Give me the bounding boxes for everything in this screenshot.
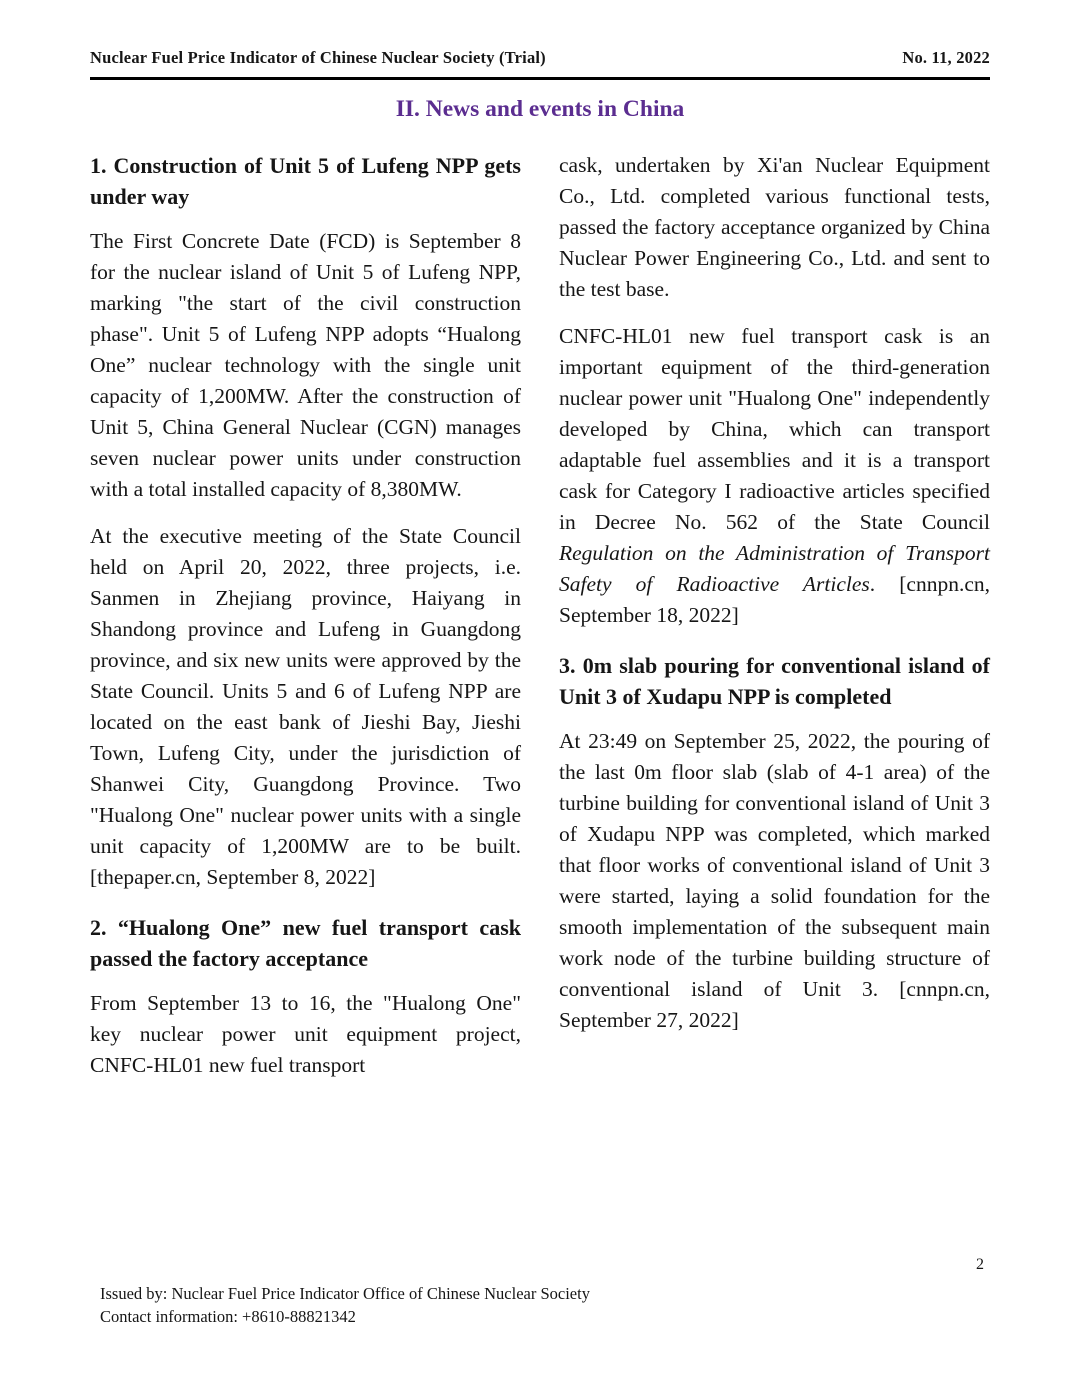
- left-column: [90, 150, 521, 1081]
- header-issue-number: No. 11, 2022: [902, 48, 990, 67]
- page-header: [90, 48, 990, 80]
- footer-issued-by: Issued by: Nuclear Fuel Price Indicator Office of Chinese Nuclear Society: [100, 1284, 590, 1303]
- section-3-heading: 3. 0m slab pouring for conventional island of Unit 3 of Xudapu NPP is completed: [559, 653, 990, 709]
- page-footer: [100, 1283, 590, 1328]
- section-3-paragraph: At 23:49 on September 25, 2022, the pouring of the last 0m floor slab (slab of 4-1 area) of the turbine building for conventional island of Unit 3 of Xudapu NPP was completed, which marked that floor works of conventional island of Unit 3 were started, laying a solid foundation for the smooth implementation of the subsequent main work node of the turbine building structure of conventional island of Unit 3. [cnnpn.cn, September 27, 2022]: [559, 729, 990, 1032]
- paragraph-text-before-italic: CNFC-HL01 new fuel transport cask is an important equipment of the third-generation nuclear power unit "Hualong One" independently developed by China, which can transport adaptable fuel assemblies and it is a transport cask for Category I radioactive articles specified in Decree No. 562 of the State Council: [559, 324, 990, 534]
- section-1-paragraph-1: The First Concrete Date (FCD) is September 8 for the nuclear island of Unit 5 of Lufeng NPP, marking "the start of the civil construction phase". Unit 5 of Lufeng NPP adopts “Hualong One” nuclear technology with the single unit capacity of 1,200MW. After the construction of Unit 5, China General Nuclear (CGN) manages seven nuclear power units under construction with a total installed capacity of 8,380MW.: [90, 229, 521, 501]
- page-number: 2: [976, 1256, 984, 1273]
- paragraph-text-after-italic: . [cnnpn.cn, September 18, 2022]: [559, 572, 990, 627]
- section-2-paragraph-2: [559, 321, 990, 631]
- section-2-paragraph-start: From September 13 to 16, the "Hualong One" key nuclear power unit equipment project, CNFC-HL01 new fuel transport: [90, 991, 521, 1077]
- section-2-paragraph-continued: cask, undertaken by Xi'an Nuclear Equipment Co., Ltd. completed various functional tests, passed the factory acceptance organized by China Nuclear Power Engineering Co., Ltd. and sent to the test base.: [559, 153, 990, 301]
- footer-contact: Contact information: +8610-88821342: [100, 1306, 356, 1326]
- two-column-body: [90, 150, 990, 1081]
- page-title: II. News and events in China: [395, 96, 685, 122]
- section-1-heading: 1. Construction of Unit 5 of Lufeng NPP gets under way: [90, 153, 521, 209]
- header-publication-title: Nuclear Fuel Price Indicator of Chinese Nuclear Society (Trial): [90, 48, 546, 67]
- right-column: [559, 150, 990, 1081]
- section-2-heading: 2. “Hualong One” new fuel transport cask passed the factory acceptance: [90, 915, 521, 971]
- section-1-paragraph-2: At the executive meeting of the State Council held on April 20, 2022, three projects, i.e. Sanmen in Zhejiang province, Haiyang in Shandong province and Lufeng in Guangdong province, and six new units were approved by the State Council. Units 5 and 6 of Lufeng NPP are located on the east bank of Jieshi Bay, Jieshi Town, Lufeng City, under the jurisdiction of Shanwei City, Guangdong Province. Two "Hualong One" nuclear power units with a single unit capacity of 1,200MW are to be built. [thepaper.cn, September 8, 2022]: [90, 524, 521, 889]
- regulation-title-italic: Regulation on the Administration of Transport Safety of Radioactive Articles: [559, 541, 990, 596]
